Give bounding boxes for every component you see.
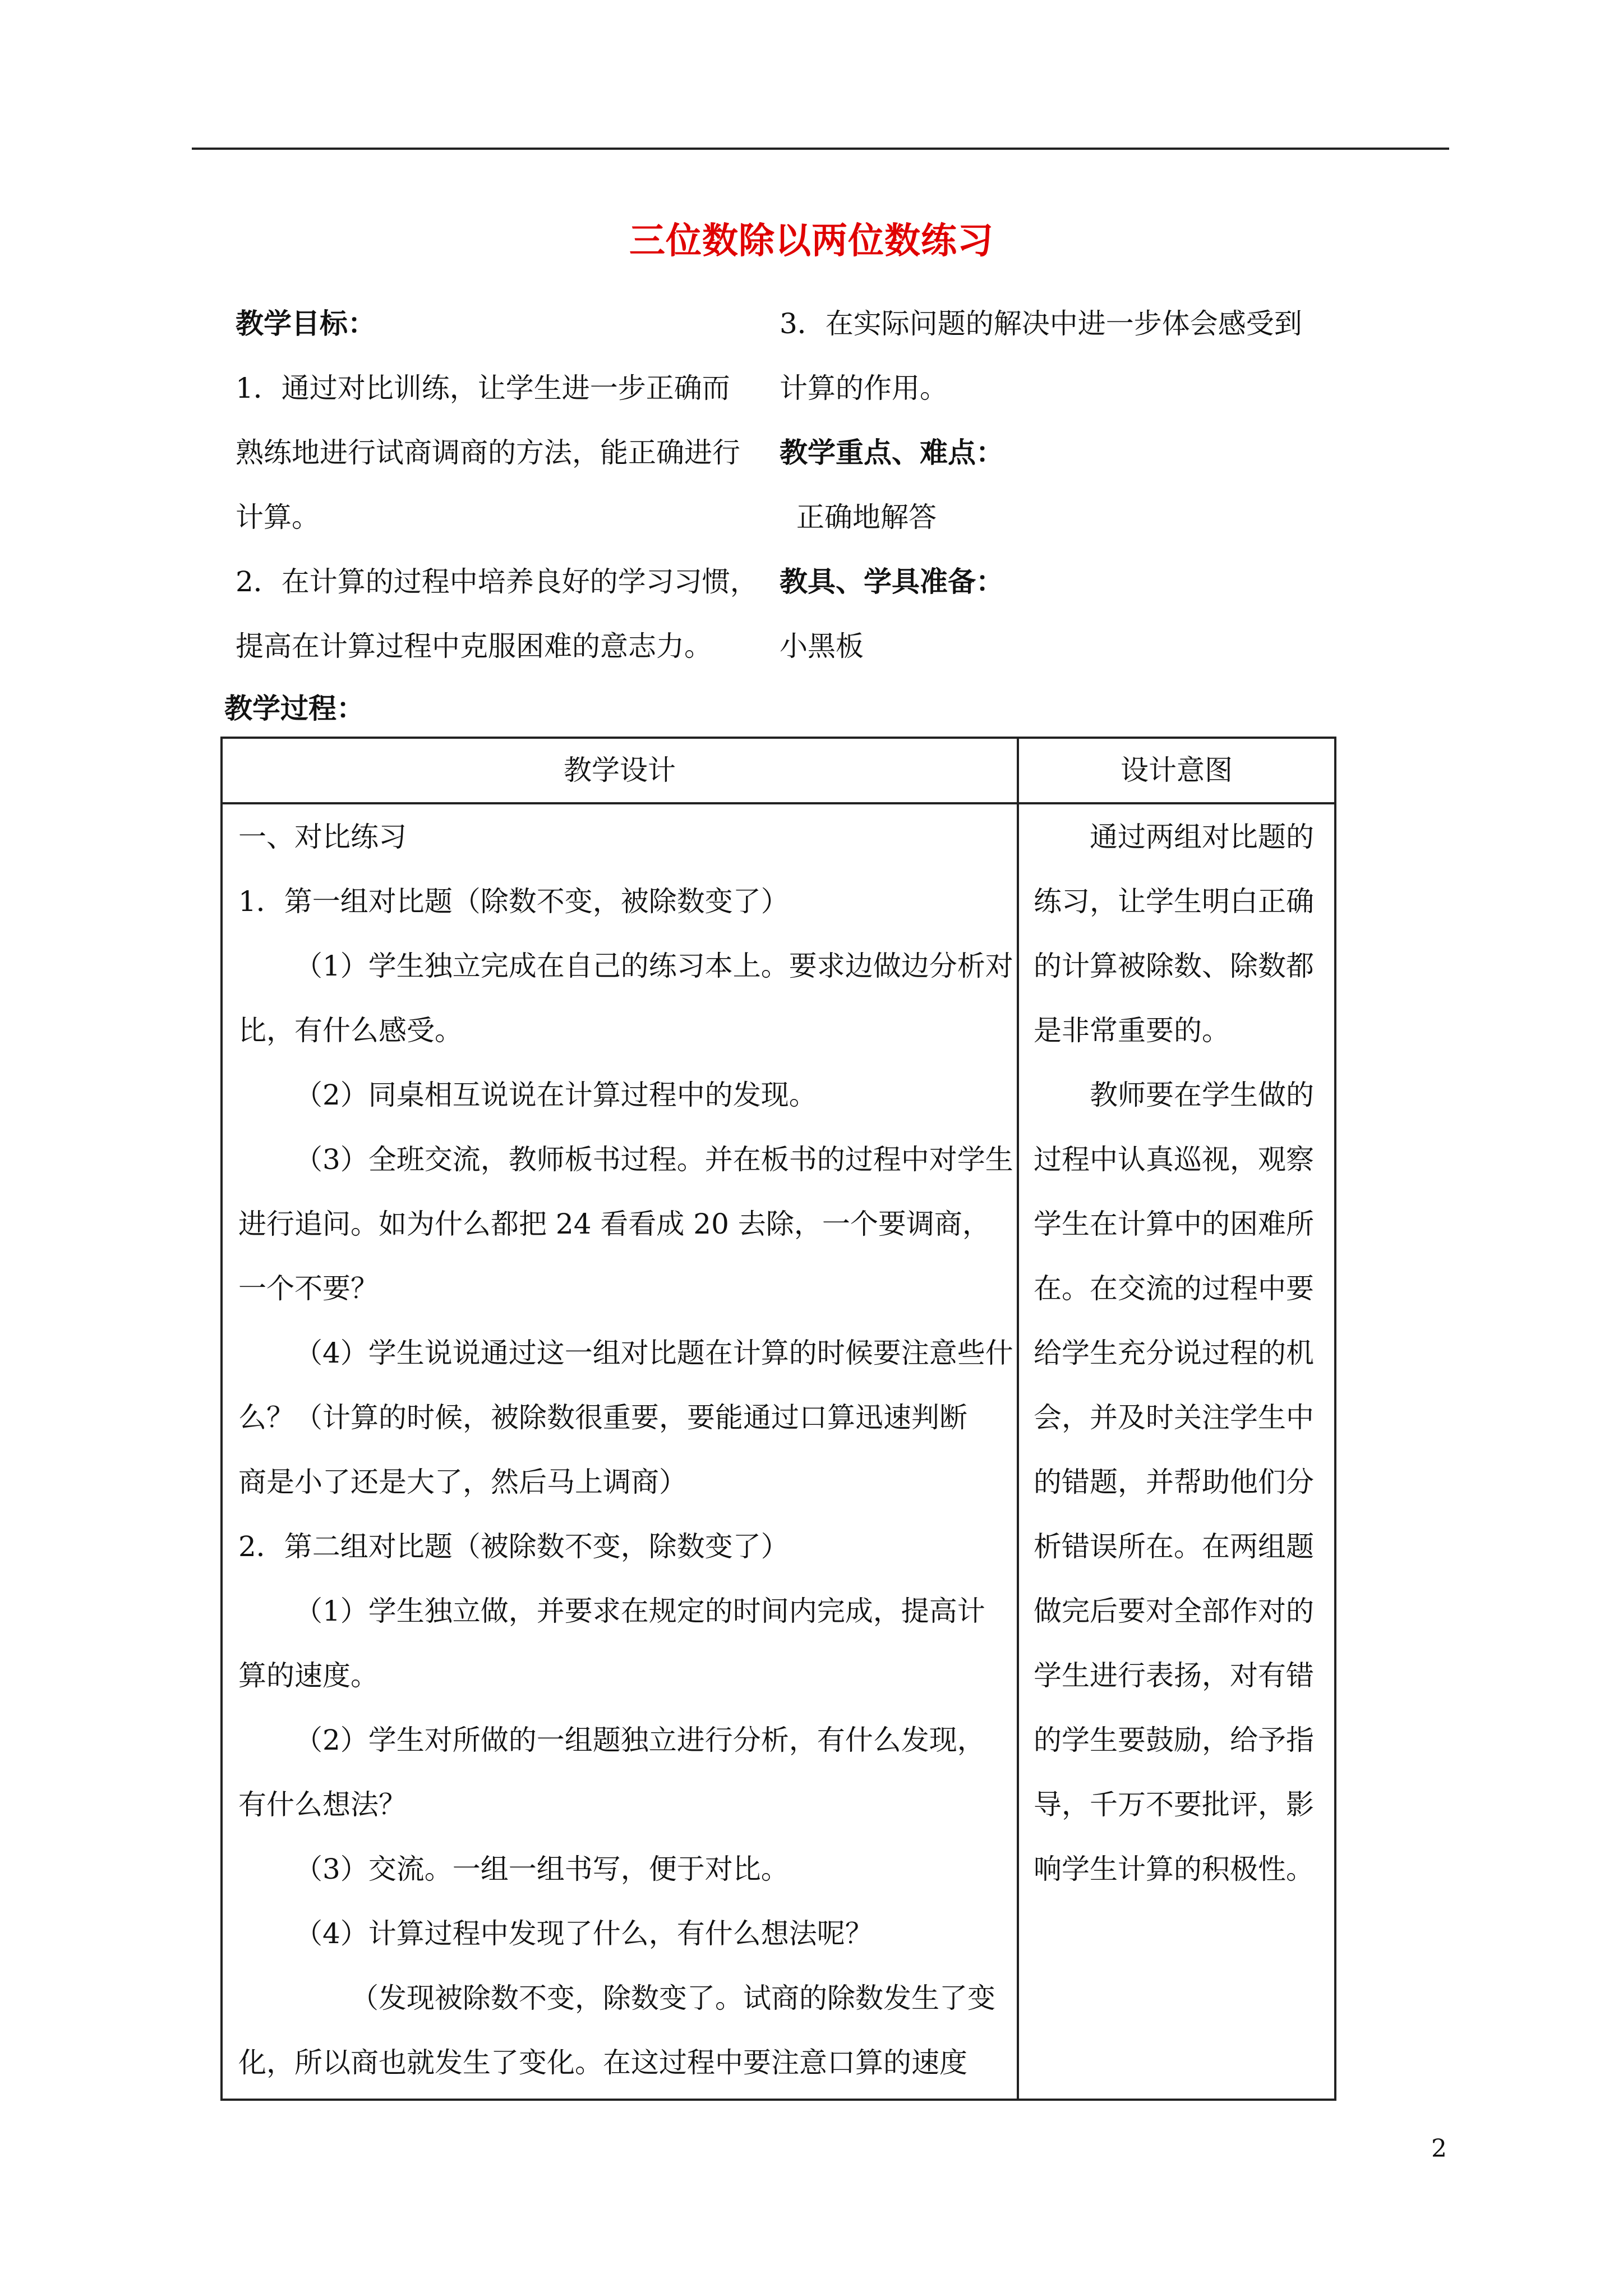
intent-line: 练习，让学生明白正确 — [1034, 885, 1314, 918]
intent-line: 过程中认真巡视，观察 — [1034, 1143, 1314, 1176]
design-line: （发现被除数不变，除数变了。试商的除数发生了变 — [351, 1982, 995, 2014]
design-line: （2）学生对所做的一组题独立进行分析，有什么发现， — [294, 1724, 985, 1756]
design-line: 化，所以商也就发生了变化。在这过程中要注意口算的速度 — [238, 2046, 967, 2079]
process-heading: 教学过程： — [224, 692, 365, 725]
intent-line: 做完后要对全部作对的 — [1034, 1595, 1314, 1627]
objective-line: 提高在计算过程中克服困难的意志力。 — [236, 630, 712, 662]
design-line: 比，有什么感受。 — [238, 1014, 463, 1047]
intent-line: 的计算被除数、除数都 — [1034, 950, 1314, 982]
intent-line: 响学生计算的积极性。 — [1034, 1853, 1314, 1885]
table-header-row — [223, 739, 1334, 804]
intent-line: 的错题，并帮助他们分 — [1034, 1466, 1314, 1498]
objectives-right-column — [780, 292, 1340, 679]
design-line: （1）学生独立做，并要求在规定的时间内完成，提高计 — [294, 1595, 985, 1627]
design-line: 商是小了还是大了，然后马上调商） — [238, 1466, 687, 1498]
intent-line: 给学生充分说过程的机 — [1034, 1337, 1314, 1369]
design-line: 一、对比练习 — [238, 821, 407, 853]
intent-line: 通过两组对比题的 — [1090, 821, 1314, 853]
design-line: 有什么想法？ — [238, 1788, 407, 1821]
header-rule — [192, 148, 1449, 150]
objectives-heading: 教学目标： — [236, 307, 376, 340]
design-line: （4）学生说说通过这一组对比题在计算的时候要注意些什 — [294, 1337, 1013, 1369]
objective-line: 熟练地进行试商调商的方法，能正确进行 — [236, 436, 740, 469]
key-points-heading: 教学重点、难点： — [780, 436, 1004, 469]
intent-line: 析错误所在。在两组题 — [1034, 1530, 1314, 1563]
design-line: 进行追问。如为什么都把 24 看看成 20 去除，一个要调商， — [238, 1208, 990, 1240]
column-divider — [1017, 739, 1019, 2099]
intent-line: 会，并及时关注学生中 — [1034, 1401, 1314, 1434]
design-line: （1）学生独立完成在自己的练习本上。要求边做边分析对 — [294, 950, 1013, 982]
intent-line: 导，千万不要批评，影 — [1034, 1788, 1314, 1821]
objective-line: 2．在计算的过程中培养良好的学习习惯， — [236, 565, 758, 598]
intent-line: 是非常重要的。 — [1034, 1014, 1230, 1047]
objective-line: 3．在实际问题的解决中进一步体会感受到 — [780, 307, 1302, 340]
intent-line: 学生在计算中的困难所 — [1034, 1208, 1314, 1240]
design-line: （3）交流。一组一组书写，便于对比。 — [294, 1853, 789, 1885]
document-title: 三位数除以两位数练习 — [629, 220, 994, 262]
objective-line: 计算的作用。 — [780, 372, 948, 404]
header-design-intent: 设计意图 — [1121, 754, 1233, 786]
design-line: （2）同桌相互说说在计算过程中的发现。 — [294, 1079, 817, 1111]
tools-heading: 教具、学具准备： — [780, 565, 1004, 598]
design-line: 么？（计算的时候，被除数很重要，要能通过口算迅速判断 — [238, 1401, 967, 1434]
header-teaching-design: 教学设计 — [564, 754, 676, 786]
key-points-text: 正确地解答 — [796, 501, 937, 533]
tools-text: 小黑板 — [780, 630, 864, 662]
design-line: （3）全班交流，教师板书过程。并在板书的过程中对学生 — [294, 1143, 1013, 1176]
intent-line: 在。在交流的过程中要 — [1034, 1272, 1314, 1305]
design-line: 算的速度。 — [238, 1659, 379, 1692]
objectives-left-column — [236, 292, 757, 679]
design-line: 1．第一组对比题（除数不变，被除数变了） — [238, 885, 789, 918]
intent-line: 的学生要鼓励，给予指 — [1034, 1724, 1314, 1756]
design-line: （4）计算过程中发现了什么，有什么想法呢？ — [294, 1917, 873, 1950]
objective-line: 1．通过对比训练，让学生进一步正确而 — [236, 372, 730, 404]
objectives-section — [236, 292, 1357, 684]
design-line: 一个不要？ — [238, 1272, 379, 1305]
teaching-process-table — [220, 737, 1336, 2101]
design-intent-cell — [1034, 805, 1331, 1902]
design-line: 2．第二组对比题（被除数不变，除数变了） — [238, 1530, 789, 1563]
objective-line: 计算。 — [236, 501, 320, 533]
teaching-design-cell — [238, 805, 1013, 2095]
intent-line: 学生进行表扬，对有错 — [1034, 1659, 1314, 1692]
page-number: 2 — [1431, 2134, 1447, 2163]
intent-line: 教师要在学生做的 — [1090, 1079, 1314, 1111]
